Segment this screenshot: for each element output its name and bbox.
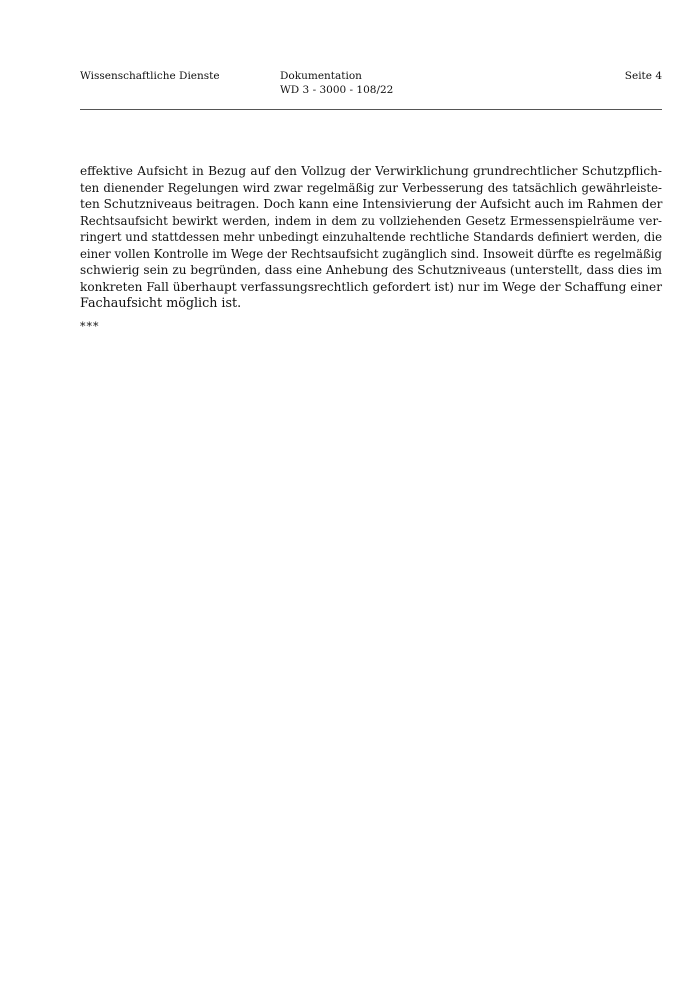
- paragraph-line: Rechtsaufsicht bewirkt werden, indem in dem zu vollziehenden Gesetz Ermessenspielräume ver-: [80, 213, 662, 228]
- organization-name: Wissenschaftliche Dienste: [80, 70, 220, 82]
- paragraph-line: ten dienender Regelungen wird zwar regelmäßig zur Verbesserung des tatsächlich gewährleiste-: [80, 180, 662, 195]
- section-separator: ***: [80, 320, 100, 333]
- page-number: Seite 4: [624, 70, 662, 82]
- paragraph-line: konkreten Fall überhaupt verfassungsrechtlich gefordert ist) nur im Wege der Schaffung einer: [80, 279, 662, 294]
- paragraph-line: Fachaufsicht möglich ist.: [80, 295, 242, 310]
- paragraph-line: schwierig sein zu begründen, dass eine Anhebung des Schutzniveaus (unterstellt, dass dies im: [80, 263, 662, 277]
- document-info: [280, 69, 393, 97]
- document-number: WD 3 - 3000 - 108/22: [280, 84, 394, 96]
- paragraph-line: ringert und stattdessen mehr unbedingt einzuhaltende rechtliche Standards definiert werden, die: [80, 230, 662, 244]
- paragraph-line: einer vollen Kontrolle im Wege der Rechtsaufsicht zugänglich sind. Insoweit dürfte es regelmäßig: [80, 246, 662, 261]
- paragraph-line: effektive Aufsicht in Bezug auf den Vollzug der Verwirklichung grundrechtlicher Schutzpflich-: [80, 164, 662, 178]
- body-paragraph: [80, 163, 662, 312]
- header-divider: [80, 109, 662, 110]
- page-header: [80, 69, 662, 109]
- paragraph-line: ten Schutzniveaus beitragen. Doch kann eine Intensivierung der Aufsicht auch im Rahmen der: [80, 197, 663, 211]
- document-type: Dokumentation: [280, 70, 362, 82]
